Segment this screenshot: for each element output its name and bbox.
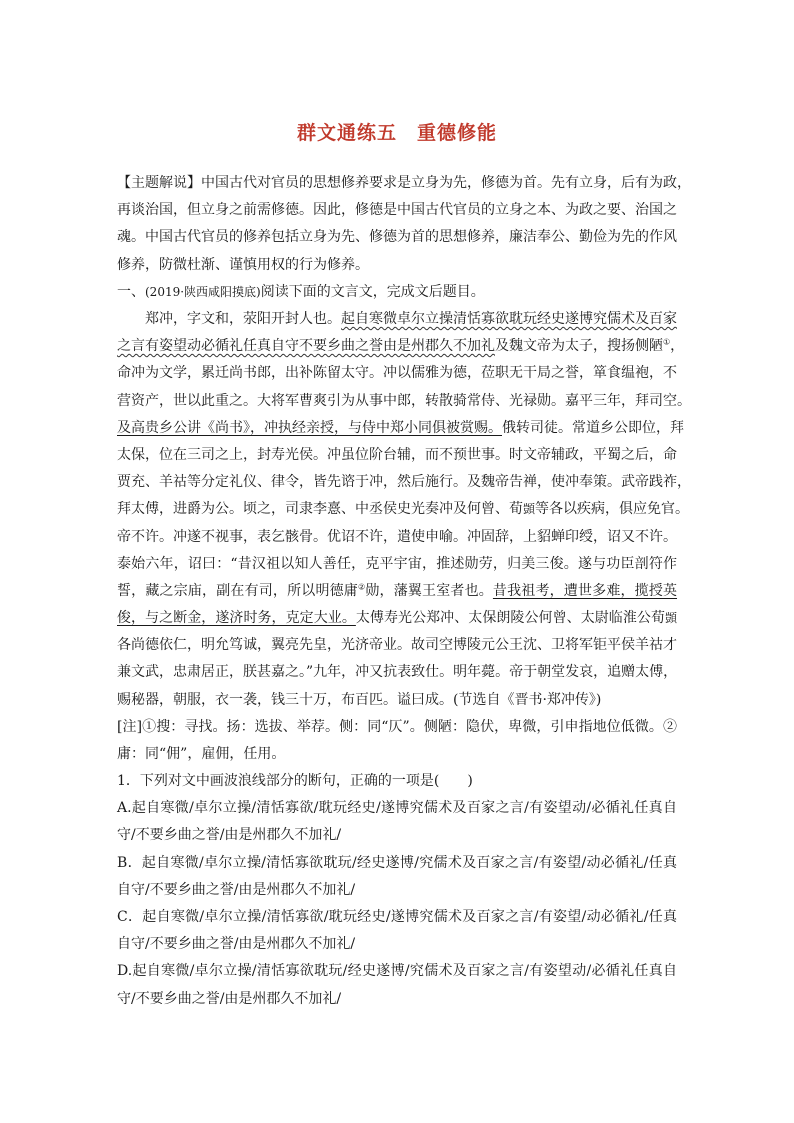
footnote-marker: ① (663, 337, 671, 347)
option-a-cont: 守/不要乡曲之誉/由是州郡久不加礼/ (117, 827, 342, 844)
note-block (117, 714, 677, 768)
passage-line: 贾充、羊祜等分定礼仪、律令，皆先谘于冲，然后施行。及魏帝告禅，使冲奉策。武帝践祚， (117, 474, 691, 491)
passage-line: 拜太傅，进爵为公。顷之，司隶李憙、中丞侯史光奏冲及何曾、荀顗等各以疾病，俱应免官。 (117, 501, 690, 518)
underlined-text: 及高贵乡公讲《尚书》，冲执经亲授，与侍中郑小同俱被赏赐。 (117, 419, 502, 436)
underlined-text: 昔我祖考，遭世多难，揽授英 (492, 582, 678, 599)
option-c: C．起自寒微/卓尔立操/清恬寡欲/耽玩经史/遂博究儒术及百家之言/有姿望/动必循礼/任真 (117, 908, 677, 925)
footnote-marker: ② (357, 582, 366, 592)
option-b: B．起自寒微/卓尔立操/清恬寡欲耽玩/经史遂博/究儒术及百家之言/有姿望/动必循礼/任真 (117, 854, 677, 871)
passage-line: 太保，位在三司之上，封寿光侯。冲虽位阶台辅，而不预世事。时文帝辅政，平蜀之后，命 (117, 446, 677, 463)
passage-line: 之言有姿望动必循礼任真自守不要乡曲之誉由是州郡久不加礼及魏文帝为太子，搜扬侧陋①， (117, 337, 685, 355)
wavy-underline-text: 起自寒微卓尔立操清恬寡欲耽玩经史遂博究儒术及百家 (341, 311, 677, 327)
passage-line: 营资产，世以此重之。大将军曹爽引为从事中郎，转散骑常侍、光禄勋。嘉平三年，拜司空。 (117, 392, 691, 409)
question-block (117, 768, 677, 1013)
intro-line: 魂。中国古代官员的修养包括立身为先、修德为首的思想修养，廉洁奉公、勤俭为先的作风 (117, 229, 677, 246)
page-title: 群文通练五 重德修能 (296, 122, 497, 144)
intro-block (117, 170, 691, 306)
passage-line: 命冲为文学，累迁尚书郎，出补陈留太守。冲以儒雅为德，莅职无干局之誉，箪食缊袍，不 (117, 365, 677, 382)
note-line: [注]①搜：寻找。扬：选拔、举荐。侧：同“仄”。侧陋：隐伏，卑微，引申指地位低微。② (117, 719, 677, 735)
passage-line: 及高贵乡公讲《尚书》，冲执经亲授，与侍中郑小同俱被赏赐。俄转司徒。常道乡公即位，拜 (117, 419, 684, 436)
passage-line: 誓，藏之宗庙，副在有司，所以明德庸②勋，藩翼王室者也。昔我祖考，遭世多难，揽授英 (117, 582, 678, 599)
option-b-cont: 自守/不要乡曲之誉/由是州郡久不加礼/ (117, 881, 356, 898)
note-line: 庸：同“佣”，雇佣，任用。 (117, 746, 286, 763)
passage-line: 赐秘器，朝服，衣一袭，钱三十万，布百匹。谥曰成。(节选自《晋书·郑冲传》) (117, 691, 602, 708)
passage-line: 俊，与之断金，遂济时务，克定大业。太傅寿光公郑冲、太保朗陵公何曾、太尉临淮公荀顗 (117, 610, 678, 627)
passage-line: 各尚德依仁，明允笃诚，翼亮先皇，光济帝业。故司空博陵元公王沈、卫将军钜平侯羊祜才 (117, 637, 677, 654)
question-stem: 1．下列对文中画波浪线部分的断句，正确的一项是( ) (117, 773, 473, 789)
option-d-cont: 守/不要乡曲之誉/由是州郡久不加礼/ (117, 990, 342, 1007)
intro-line: 再谈治国，但立身之前需修德。因此，修德是中国古代官员的立身之本、为政之要、治国之 (117, 202, 677, 219)
intro-label: 【主题解说】 (117, 175, 201, 191)
section-heading: 一、(2019·陕西咸阳摸底)阅读下面的文言文，完成文后题目。 (117, 283, 485, 300)
passage-line: 兼文武，忠肃居正，朕甚嘉之。”九年，冲又抗表致仕。明年薨。帝于朝堂发哀，追赠太傅， (117, 664, 678, 681)
wavy-underline-text: 之言有姿望动必循礼任真自守不要乡曲之誉由是州郡久不加礼 (117, 338, 495, 355)
note-label: [注] (117, 719, 143, 735)
passage-line: 帝不许。冲遂不视事，表乞骸骨。优诏不许，遣使申喻。冲固辞，上貂蝉印绶，诏又不许。 (117, 528, 677, 545)
section-source: (2019·陕西咸阳摸底) (145, 284, 261, 299)
passage-block (117, 306, 691, 714)
passage-line: 泰始六年，诏曰：“昔汉祖以知人善任，克平宇宙，推述勋劳，归美三俊。遂与功臣剖符作 (117, 555, 677, 572)
underlined-text: 俊，与之断金，遂济时务，克定大业。 (117, 610, 356, 627)
intro-line: 修养，防微杜渐、谨慎用权的行为修养。 (117, 256, 369, 273)
option-a: A.起自寒微/卓尔立操/清恬寡欲/耽玩经史/遂博究儒术及百家之言/有姿望动/必循礼任真自 (117, 800, 677, 817)
option-d: D.起自寒微/卓尔立操/清恬寡欲耽玩/经史遂博/究儒术及百家之言/有姿望动/必循礼任真自 (117, 963, 677, 980)
option-c-cont: 自守/不要乡曲之誉/由是州郡久不加礼/ (117, 936, 356, 953)
passage-line: 郑冲，字文和，荥阳开封人也。起自寒微卓尔立操清恬寡欲耽玩经史遂博究儒术及百家 (145, 311, 677, 327)
intro-line: 【主题解说】中国古代对官员的思想修养要求是立身为先，修德为首。先有立身，后有为政， (117, 175, 691, 191)
